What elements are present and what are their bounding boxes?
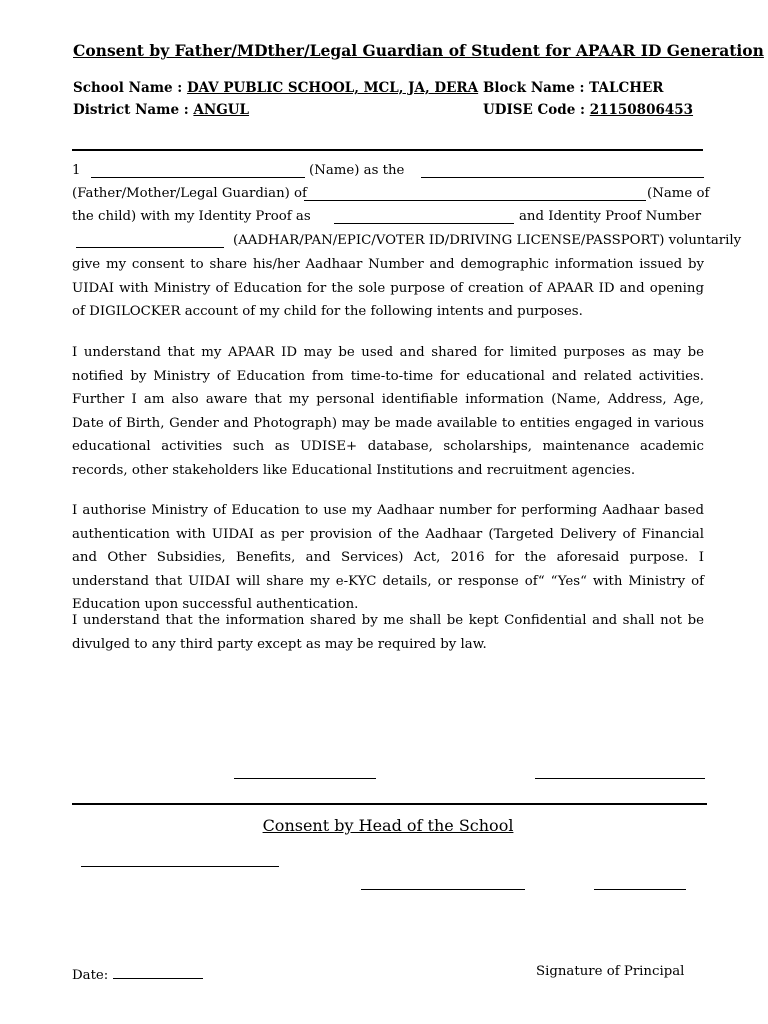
- header-divider: [72, 149, 703, 151]
- district-name-label: District Name :: [73, 102, 194, 118]
- principal-sign-line[interactable]: [594, 889, 686, 890]
- guardian-date-line[interactable]: [535, 778, 705, 779]
- principal-name-line[interactable]: [81, 866, 279, 867]
- form-i: 1: [72, 163, 81, 178]
- guardian-of-label: (Father/Mother/Legal Guardian) of: [72, 186, 307, 201]
- block-name-value: TALCHER: [589, 80, 664, 96]
- date-row: [72, 964, 203, 983]
- school-name-label: School Name :: [73, 80, 187, 96]
- name-of-label: (Name of: [647, 186, 710, 201]
- identity-number-label: and Identity Proof Number: [519, 209, 702, 224]
- child-identity-label: the child) with my Identity Proof as: [72, 209, 311, 224]
- school-consent-heading: Consent by Head of the School: [262, 816, 514, 835]
- form-title: Consent by Father/MDther/Legal Guardian of Student for APAAR ID Generation: [73, 41, 764, 60]
- parent-name-field[interactable]: [91, 177, 305, 178]
- udise-code-row: [483, 102, 693, 118]
- consent-paragraph-2: I understand that my APAAR ID may be used and shared for limited purposes as may be notified by Ministry of Education from time-to-time for educational and related activities. Further I am also aware that my personal identifiable information (Name, Address, Age, Date of Birth, Gender and Photograph) may be made available to entities engaged in various educational activities such as UDISE+ database, scholarships, maintenance academic records, other stakeholders like Educational Institutions and recruitment agencies.: [72, 345, 704, 478]
- document-types-label: (AADHAR/PAN/EPIC/VOTER ID/DRIVING LICENSE/PASSPORT) voluntarily: [233, 233, 742, 248]
- consent-paragraph-4: I understand that the information shared by me shall be kept Confidential and shall not be divulged to any third party except as may be required by law.: [72, 613, 704, 652]
- district-name-row: [73, 102, 249, 118]
- school-seal-line[interactable]: [361, 889, 525, 890]
- udise-code-label: UDISE Code :: [483, 102, 590, 118]
- relation-field[interactable]: [421, 177, 704, 178]
- block-name-label: Block Name :: [483, 80, 590, 96]
- identity-proof-field[interactable]: [334, 223, 514, 224]
- consent-paragraph-1: give my consent to share his/her Aadhaar Number and demographic information issued by UIDAI with Ministry of Education for the sole purpose of creation of APAAR ID and opening of DIGILOCKER account of my child for the following intents and purposes.: [72, 257, 704, 319]
- consent-paragraph-3: I authorise Ministry of Education to use my Aadhaar number for performing Aadhaar based authentication with UIDAI as per provision of the Aadhaar (Targeted Delivery of Financial and Other Subsidies, Benefits, and Services) Act, 2016 for the aforesaid purpose. I understand that UIDAI will share my e-KYC details, or response of“ “Yes“ with Ministry of Education upon successful authentication.: [72, 503, 704, 612]
- school-name-row: [73, 80, 478, 96]
- district-name-value: ANGUL: [193, 102, 250, 118]
- udise-code-value: 21150806453: [589, 102, 694, 118]
- date-label: Date:: [72, 968, 113, 983]
- section-divider: [72, 803, 707, 805]
- school-name-value: DAV PUBLIC SCHOOL, MCL, JA, DERA: [186, 80, 479, 96]
- block-name-row: [483, 80, 663, 96]
- identity-number-field[interactable]: [76, 247, 224, 248]
- name-as-the-label: (Name) as the: [309, 163, 405, 178]
- date-field[interactable]: [113, 964, 203, 979]
- guardian-signature-line[interactable]: [234, 778, 376, 779]
- child-name-field[interactable]: [304, 200, 646, 201]
- principal-signature-label: Signature of Principal: [536, 964, 685, 979]
